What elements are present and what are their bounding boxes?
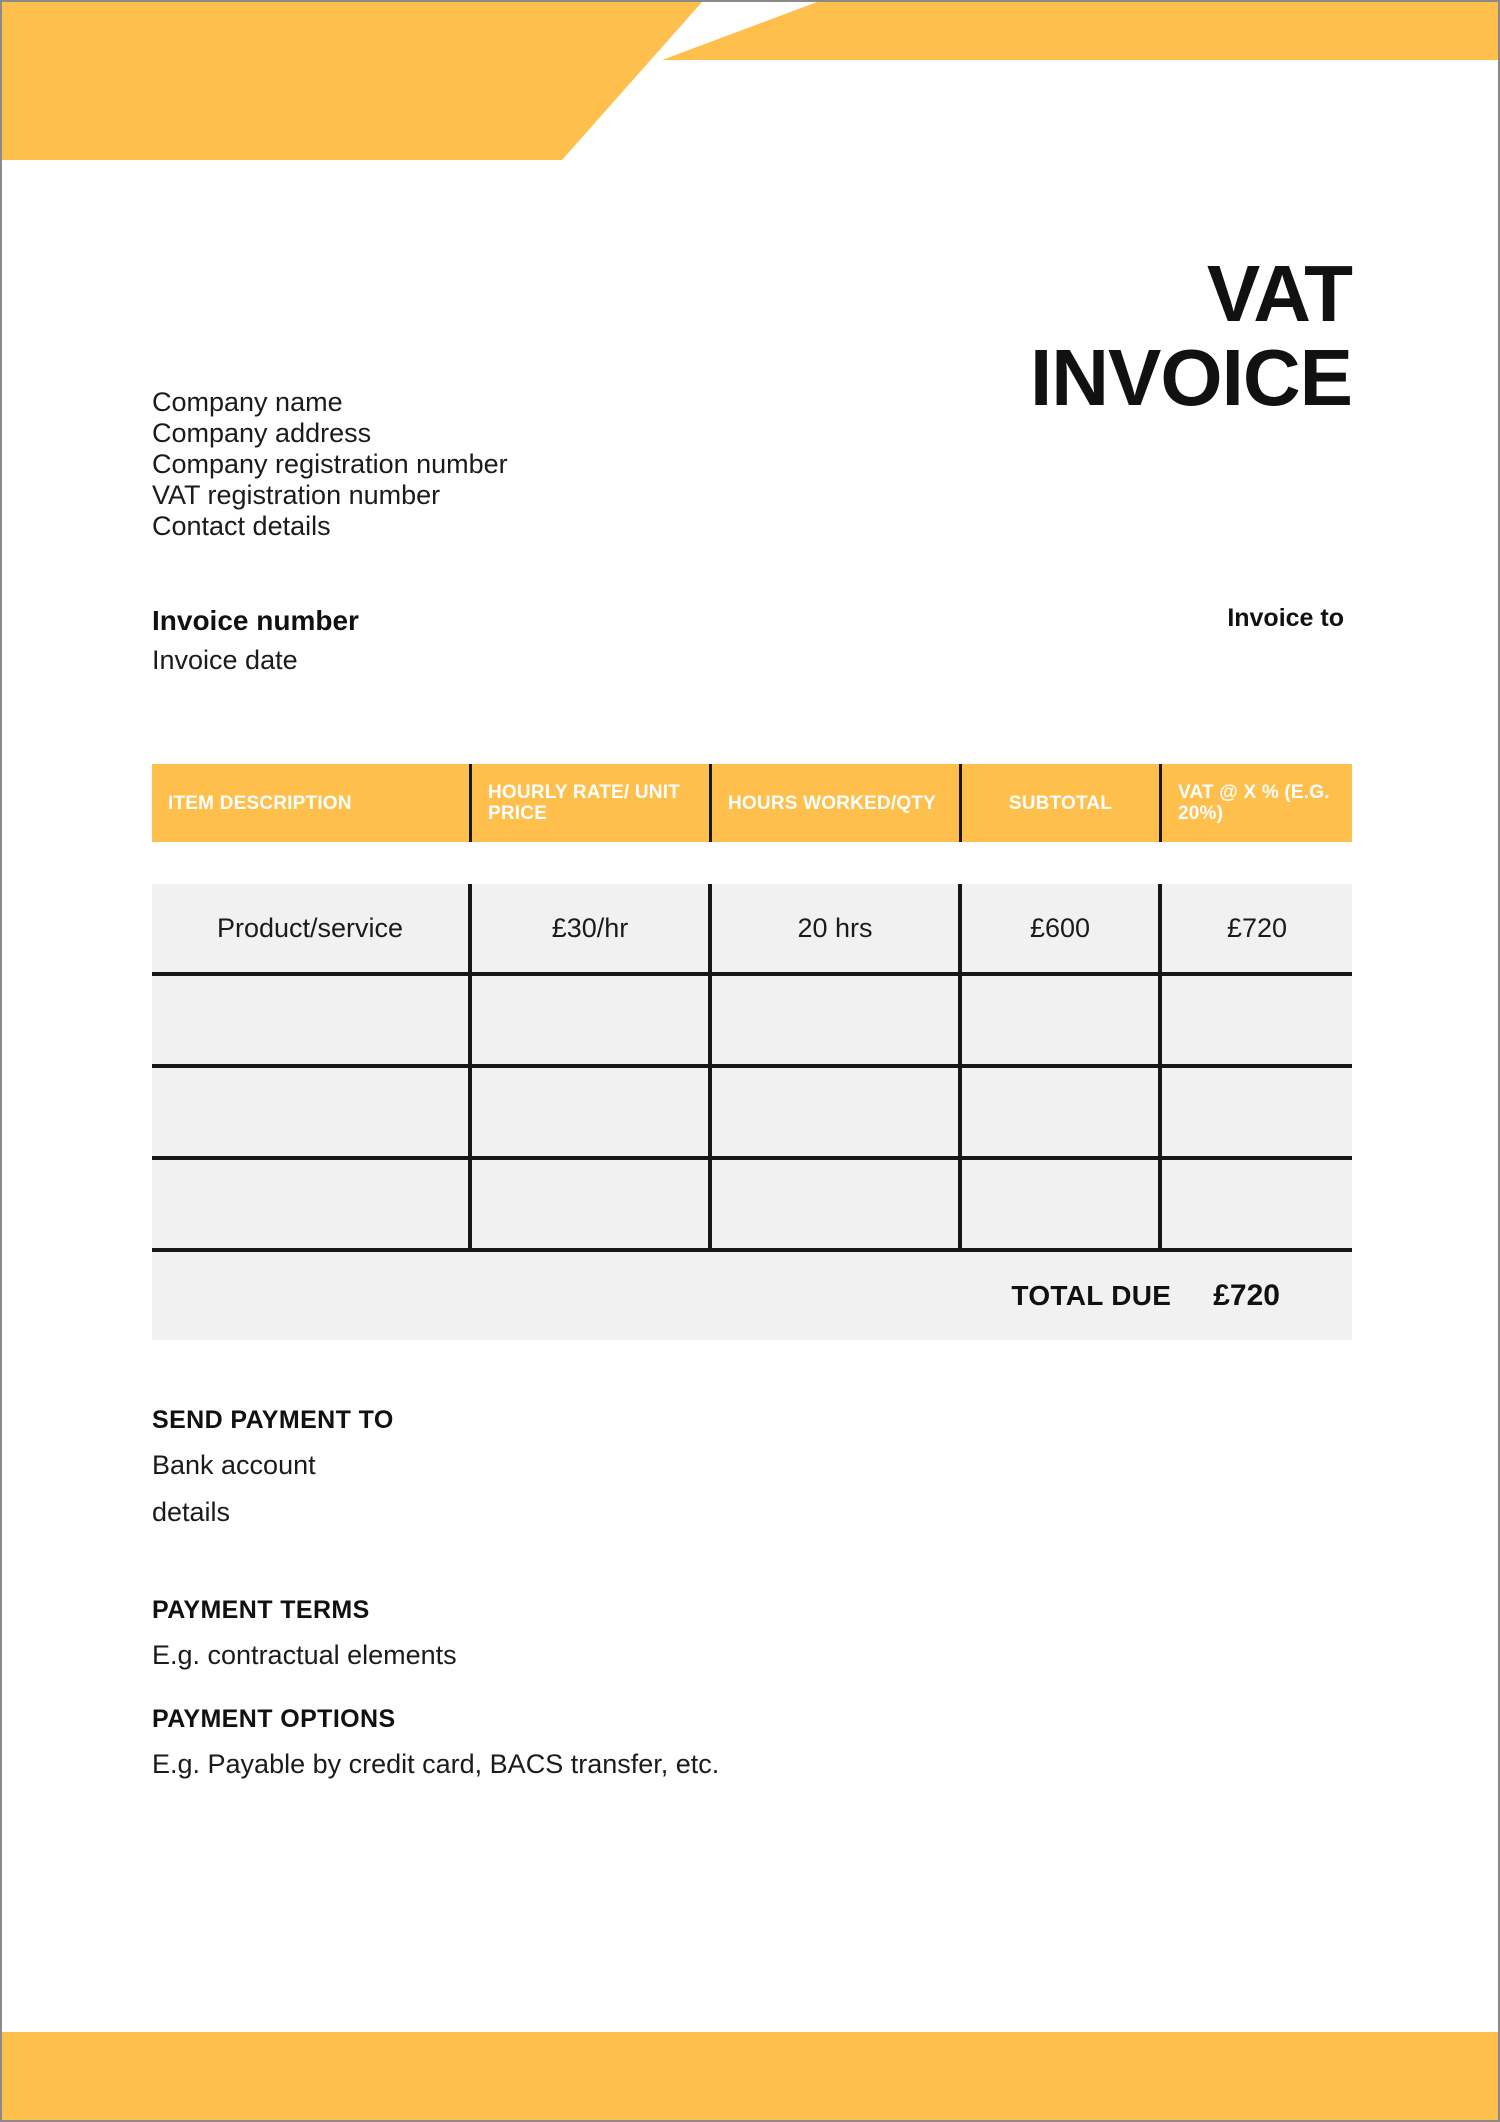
- cell-vat[interactable]: [1162, 1068, 1352, 1156]
- line-items-table: [152, 764, 1352, 1340]
- cell-hours-worked[interactable]: [712, 1068, 962, 1156]
- company-detail-line: Company registration number: [152, 449, 508, 479]
- page-title: [1030, 249, 1352, 422]
- invoice-number-label: Invoice number: [152, 605, 359, 636]
- page-title-line-2: INVOICE: [1030, 333, 1352, 422]
- payment-information: [152, 1398, 1352, 1788]
- payment-options-title: PAYMENT OPTIONS: [152, 1705, 396, 1733]
- table-body: [152, 884, 1352, 1340]
- cell-subtotal[interactable]: [962, 976, 1162, 1064]
- total-due-label: TOTAL DUE: [1011, 1280, 1172, 1311]
- payment-terms-title: PAYMENT TERMS: [152, 1596, 370, 1624]
- total-due-row: [152, 1252, 1352, 1340]
- cell-hourly-rate[interactable]: [472, 976, 712, 1064]
- table-header-row: [152, 764, 1352, 842]
- cell-hourly-rate[interactable]: [472, 1068, 712, 1156]
- cell-hours-worked[interactable]: 20 hrs: [712, 884, 962, 972]
- cell-item-description[interactable]: [152, 1160, 472, 1248]
- invoice-to-label: Invoice to: [1227, 604, 1344, 632]
- table-row: [152, 884, 1352, 976]
- payment-terms-section: [152, 1588, 1352, 1679]
- cell-subtotal[interactable]: [962, 1068, 1162, 1156]
- company-detail-line: Company name: [152, 387, 343, 417]
- invoice-meta-left: [152, 602, 359, 680]
- column-header-item-description: ITEM DESCRIPTION: [152, 764, 472, 842]
- cell-vat[interactable]: [1162, 976, 1352, 1064]
- payment-options-body: E.g. Payable by credit card, BACS transfer, etc.: [152, 1749, 720, 1779]
- document-header: [152, 249, 1352, 552]
- cell-item-description[interactable]: [152, 1068, 472, 1156]
- cell-vat[interactable]: £720: [1226, 912, 1288, 943]
- table-row: [152, 976, 1352, 1068]
- cell-subtotal[interactable]: [962, 1160, 1162, 1248]
- footer-accent-band: [2, 2032, 1498, 2120]
- payment-terms-body: E.g. contractual elements: [152, 1640, 457, 1670]
- cell-hourly-rate[interactable]: [472, 1160, 712, 1248]
- invoice-date-label: Invoice date: [152, 645, 298, 675]
- bank-account-line-2: details: [152, 1497, 231, 1527]
- cell-subtotal[interactable]: £600: [962, 884, 1162, 972]
- invoice-meta: [152, 602, 1352, 692]
- payment-options-section: [152, 1697, 1352, 1788]
- invoice-content: [152, 2, 1352, 1806]
- cell-vat[interactable]: [1162, 1160, 1352, 1248]
- send-payment-to-section: [152, 1398, 1352, 1536]
- company-details-block: [152, 387, 508, 542]
- column-header-hours-worked: HOURS WORKED/QTY: [712, 764, 962, 842]
- send-payment-to-title: SEND PAYMENT TO: [152, 1406, 394, 1434]
- cell-hours-worked[interactable]: [712, 976, 962, 1064]
- bank-account-line-1: Bank account: [152, 1450, 316, 1480]
- cell-item-description[interactable]: [152, 976, 472, 1064]
- cell-item-description[interactable]: Product/service: [152, 884, 472, 972]
- column-header-subtotal: SUBTOTAL: [962, 764, 1162, 842]
- company-detail-line: Company address: [152, 418, 372, 448]
- column-header-vat: VAT @ X % (E.G. 20%): [1178, 782, 1330, 824]
- cell-hourly-rate[interactable]: £30/hr: [472, 884, 712, 972]
- cell-hours-worked[interactable]: [712, 1160, 962, 1248]
- table-row: [152, 1068, 1352, 1160]
- column-header-hourly-rate: HOURLY RATE/ UNIT PRICE: [472, 764, 712, 842]
- table-row: [152, 1160, 1352, 1252]
- total-due-value: £720: [1213, 1279, 1280, 1312]
- page-title-line-1: VAT: [1206, 249, 1352, 338]
- company-detail-line: Contact details: [152, 511, 331, 541]
- company-detail-line: VAT registration number: [152, 480, 441, 510]
